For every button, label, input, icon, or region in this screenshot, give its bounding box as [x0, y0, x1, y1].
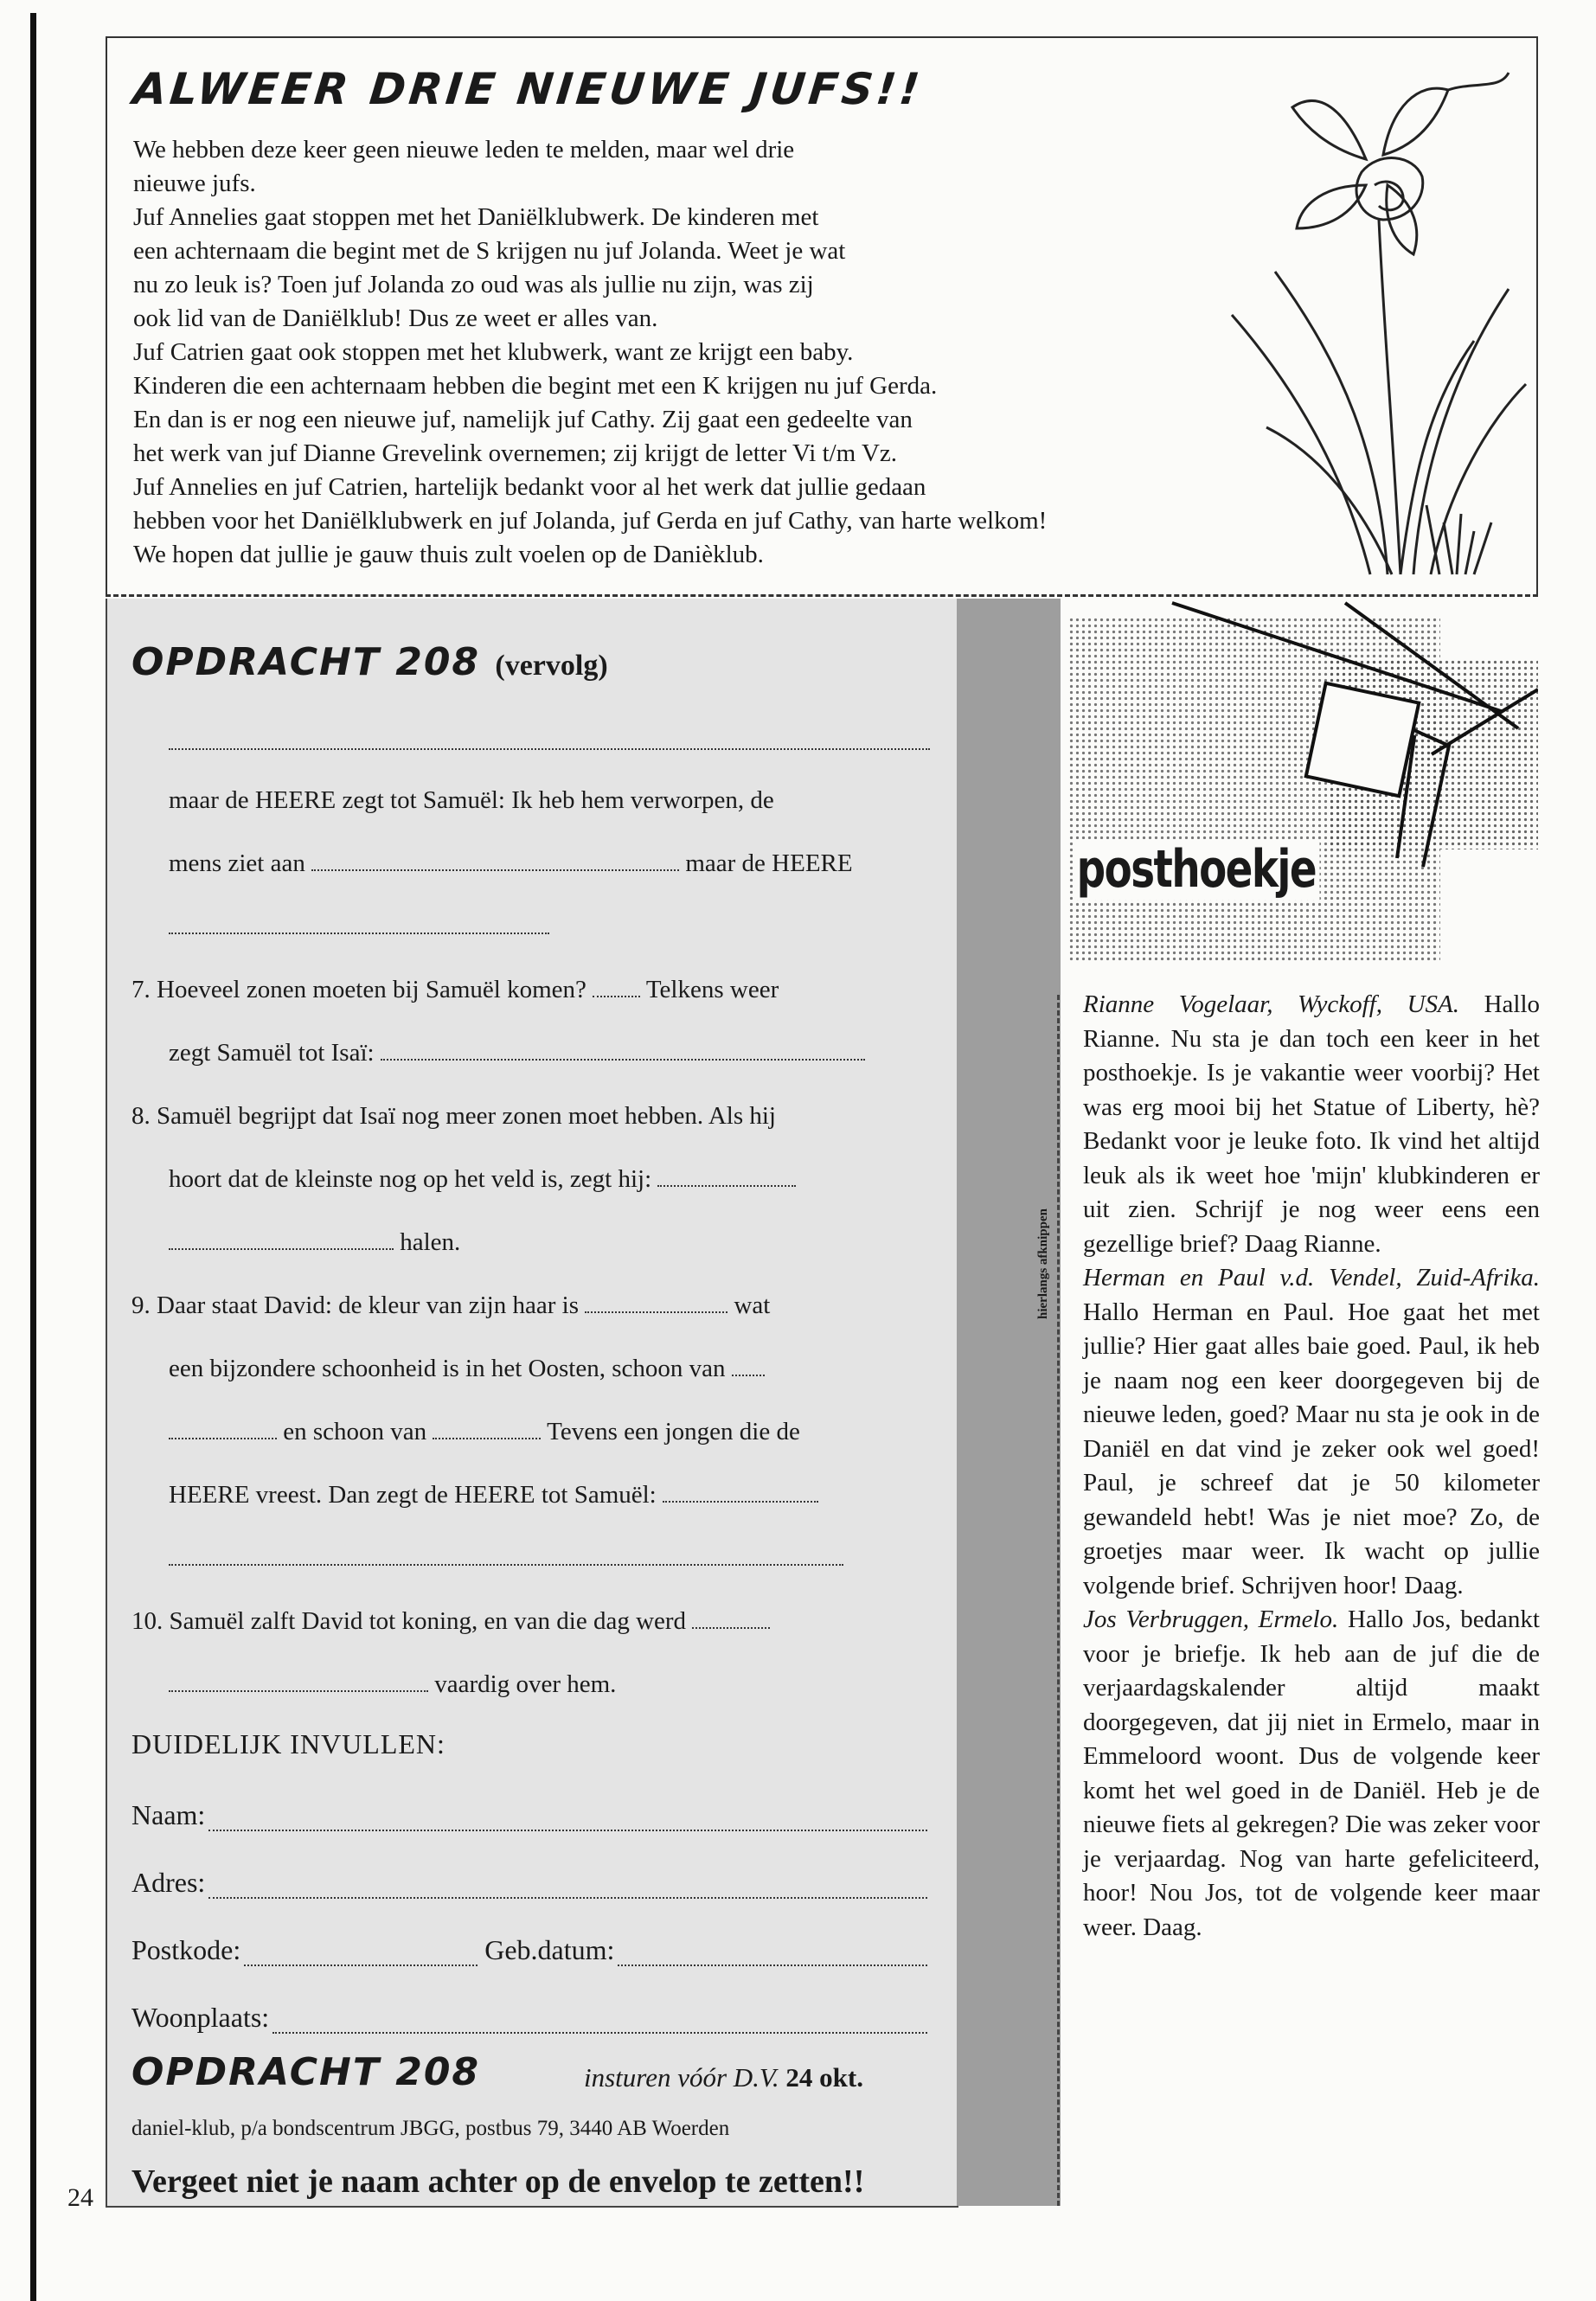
name-field[interactable]	[131, 1799, 927, 1831]
article-line: Kinderen die een achternaam hebben die begint met een K krijgen nu juf Gerda.	[133, 372, 938, 400]
cut-label-side: hierlangs afknippen	[1036, 1208, 1050, 1319]
form-text: mens ziet aan	[169, 849, 305, 877]
answer-blank[interactable]	[311, 862, 679, 871]
form-line	[169, 1351, 930, 1386]
form-line	[169, 1667, 930, 1702]
article-body	[133, 133, 1258, 572]
form-text: 10. Samuël zalft David tot koning, en van die dag werd	[131, 1607, 687, 1635]
form-text: hoort dat de kleinste nog op het veld is, zegt hij:	[169, 1165, 652, 1193]
deadline-text: insturen vóór D.V.	[584, 2062, 779, 2093]
form-line	[169, 1162, 930, 1196]
form-text: en schoon van	[283, 1418, 427, 1445]
answer-blank[interactable]	[657, 1178, 796, 1187]
envelope-reminder: Vergeet niet je naam achter op de envelop te zetten!!	[131, 2163, 865, 2200]
city-field[interactable]	[131, 2002, 927, 2034]
article-line: een achternaam die begint met de S krijgen nu juf Jolanda. Weet je wat	[133, 237, 846, 265]
form-text: HEERE vreest. Dan zegt de HEERE tot Samuël:	[169, 1481, 657, 1509]
assignment-subtitle: (vervolg)	[495, 650, 608, 682]
form-line: maar de HEERE zegt tot Samuël: Ik heb hem verworpen, de	[169, 786, 774, 814]
form-text: een bijzondere schoonheid is in het Oosten, schoon van	[169, 1355, 726, 1382]
posthoekje-title: posthoekje	[1073, 839, 1320, 900]
address-label: Adres:	[131, 1867, 206, 1898]
article-line: Juf Annelies en juf Catrien, hartelijk bedankt voor al het werk dat jullie gedaan	[133, 473, 926, 501]
birthdate-label: Geb.datum:	[484, 1934, 615, 1965]
fill-in-heading: DUIDELIJK INVULLEN:	[131, 1728, 445, 1759]
answer-blank[interactable]	[381, 1052, 865, 1061]
answer-line[interactable]	[169, 1541, 930, 1575]
postcode-label: Postkode:	[131, 1934, 241, 1965]
letter-jos	[1083, 1603, 1540, 1945]
answer-blank[interactable]	[732, 1368, 765, 1376]
answer-blank[interactable]	[692, 1620, 770, 1629]
form-text: wat	[734, 1292, 771, 1319]
answer-blank[interactable]	[169, 1683, 428, 1692]
answer-blank[interactable]	[663, 1494, 818, 1503]
cut-line-top	[106, 594, 1538, 597]
postcode-birthdate-row[interactable]	[131, 1934, 927, 1966]
letter-sender: Herman en Paul v.d. Vendel, Zuid-Afrika.	[1083, 1264, 1540, 1292]
article-line: En dan is er nog een nieuwe juf, namelijk juf Cathy. Zij gaat een gedeelte van	[133, 406, 913, 433]
form-line	[169, 1035, 930, 1070]
article-headline: ALWEER DRIE NIEUWE JUFS!!	[130, 64, 926, 114]
article-line: hebben voor het Daniëlklubwerk en juf Jolanda, juf Gerda en juf Cathy, van harte welkom!	[133, 507, 1048, 535]
form-line	[169, 1414, 930, 1449]
city-label: Woonplaats:	[131, 2002, 270, 2033]
answer-blank[interactable]	[593, 989, 640, 997]
article-line: nu zo leuk is? Toen juf Jolanda zo oud was als jullie nu zijn, was zij	[133, 271, 814, 298]
form-line	[169, 1225, 930, 1259]
article-line: nieuwe jufs.	[133, 170, 256, 197]
letter-sender: Jos Verbruggen, Ermelo.	[1083, 1606, 1339, 1633]
postal-address: daniel-klub, p/a bondscentrum JBGG, postbus 79, 3440 AB Woerden	[131, 2117, 730, 2140]
question-7	[131, 972, 893, 1007]
assignment-form	[106, 599, 958, 2208]
letter-rianne	[1083, 988, 1540, 1261]
article-line: We hopen dat jullie je gauw thuis zult voelen op de Danièklub.	[133, 541, 764, 568]
answer-line[interactable]	[169, 725, 930, 760]
answer-blank[interactable]	[433, 1431, 541, 1439]
question-10	[131, 1604, 893, 1638]
form-line	[169, 846, 930, 881]
article-line: Juf Catrien gaat ook stoppen met het klubwerk, want ze krijgt een baby.	[133, 338, 854, 366]
form-text: Tevens een jongen die de	[547, 1418, 800, 1445]
footer-assignment-title: OPDRACHT 208	[131, 2050, 481, 2094]
posthoekje-border	[1057, 995, 1060, 2206]
name-label: Naam:	[131, 1799, 206, 1830]
letter-text: Hallo Herman en Paul. Hoe gaat het met jullie? Hier gaat alles baie goed. Paul, ik heb je naam nog een keer doorgegeven bij de nieuwe leden, goed? Maar nu sta je ook in de Daniël en dat vind je zeker ook wel goed! Paul, je schreef dat je 50 kilometer gewandeld hebt! Was je niet moe? Zo, de groetjes maar weer. Ik wacht op jullie volgende brief. Schrijven hoor! Daag.	[1083, 1298, 1540, 1599]
posthoekje-letters	[1083, 988, 1540, 1945]
form-text: maar de HEERE	[685, 849, 853, 877]
letter-herman-paul	[1083, 1261, 1540, 1603]
letter-text: Hallo Jos, bedankt voor je briefje. Ik heb aan de juf die de verjaardagskalender altijd maakt doorgegeven, dat jij niet in Ermelo, maar in Emmeloord woont. Dus de volgende keer komt het wel goed in de Daniël. Heb je de nieuwe fiets al gekregen? Die was zeker voor je verjaardag. Nog van harte gefeliciteerd, hoor! Nou Jos, tot de volgende keer maar weer. Daag.	[1083, 1606, 1540, 1941]
deadline	[584, 2062, 863, 2093]
page-number: 24	[67, 2183, 93, 2212]
binding-edge	[30, 13, 36, 2301]
address-field[interactable]	[131, 1867, 927, 1899]
article-line: We hebben deze keer geen nieuwe leden te melden, maar wel drie	[133, 136, 795, 163]
answer-blank[interactable]	[169, 1241, 394, 1250]
form-text: halen.	[400, 1228, 461, 1256]
letter-text: Hallo Rianne. Nu sta je dan toch een keer in het posthoekje. Is je vakantie weer voorbij? Het was erg mooi bij het Statue of Liberty, hè? Bedankt voor je leuke foto. Ik vind het altijd leuk als ik weet hoe 'mijn' klubkinderen er uit zien. Schrijf je nog weer eens een gezellige brief? Daag Rianne.	[1083, 990, 1541, 1258]
answer-blank[interactable]	[585, 1304, 727, 1313]
letter-sender: Rianne Vogelaar, Wyckoff, USA.	[1083, 990, 1459, 1018]
assignment-title-text: OPDRACHT 208	[131, 640, 481, 684]
form-text: 7. Hoeveel zonen moeten bij Samuël komen?	[131, 976, 586, 1003]
answer-line[interactable]	[169, 909, 930, 944]
article-line: het werk van juf Dianne Grevelink overnemen; zij krijgt de letter Vi t/m Vz.	[133, 439, 898, 467]
grey-margin-strip	[957, 599, 1061, 2206]
question-8: 8. Samuël begrijpt dat Isaï nog meer zonen moet hebben. Als hij	[131, 1102, 776, 1130]
intro-article	[106, 36, 1538, 594]
daffodil-illustration	[1215, 55, 1535, 592]
form-text: zegt Samuël tot Isaï:	[169, 1039, 375, 1067]
form-text: 9. Daar staat David: de kleur van zijn haar is	[131, 1292, 579, 1319]
form-text: vaardig over hem.	[434, 1670, 617, 1698]
article-line: Juf Annelies gaat stoppen met het Daniëlklubwerk. De kinderen met	[133, 203, 819, 231]
assignment-title	[131, 640, 608, 684]
form-line	[169, 1477, 930, 1512]
posthoekje-graphic	[1068, 599, 1538, 965]
form-text: Telkens weer	[645, 976, 779, 1003]
question-9	[131, 1288, 893, 1323]
answer-blank[interactable]	[169, 1431, 277, 1439]
article-line: ook lid van de Daniëlklub! Dus ze weet er alles van.	[133, 304, 658, 332]
deadline-date: 24 okt.	[785, 2062, 863, 2093]
